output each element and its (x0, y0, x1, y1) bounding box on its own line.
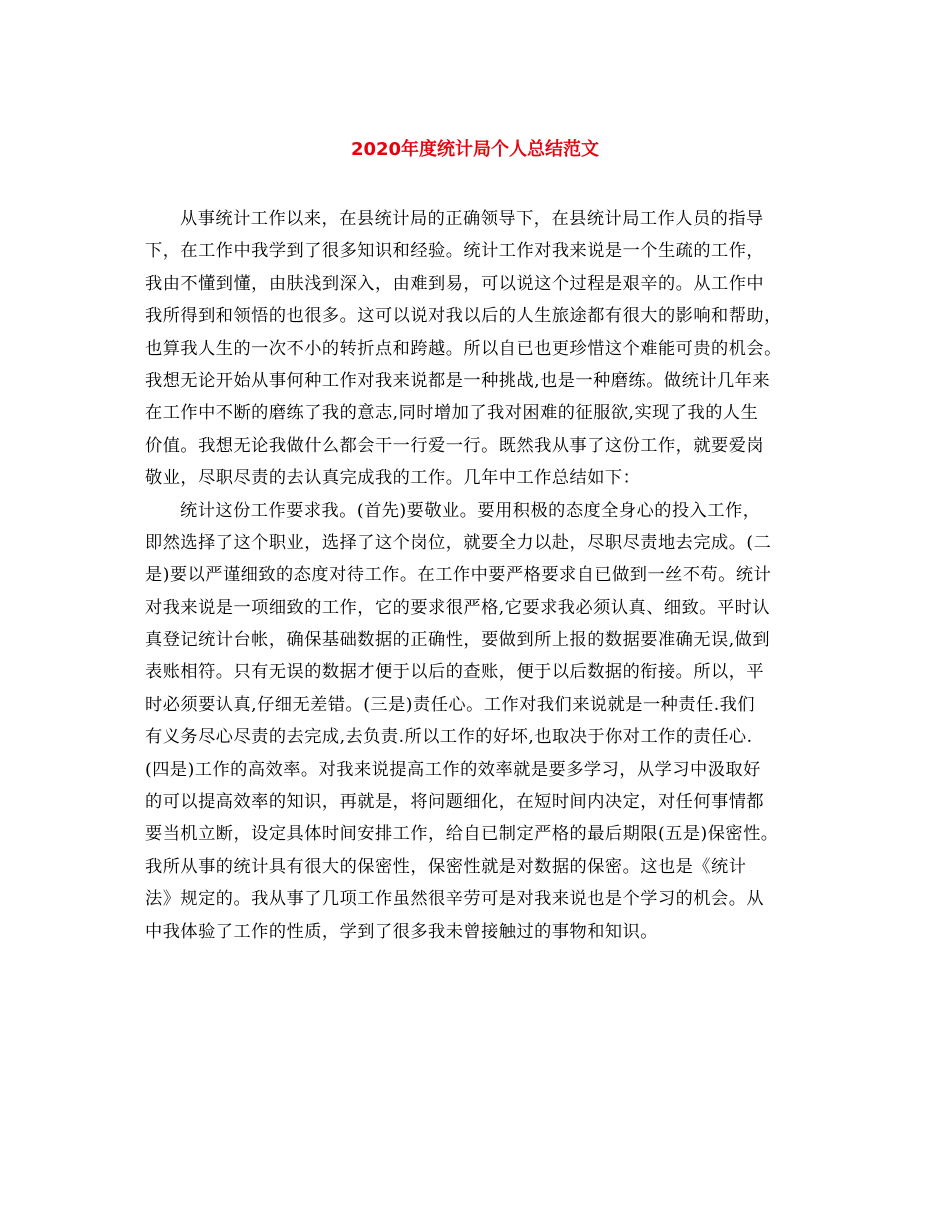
document-title: 2020年度统计局个人总结范文 (350, 139, 600, 160)
body-line: 要当机立断，设定具体时间安排工作，给自已制定严格的最后期限(五是)保密性。 (145, 824, 779, 845)
body-line: 有义务尽心尽责的去完成,去负责.所以工作的好坏,也取决于你对工作的责任心. (145, 727, 753, 748)
body-line: 我想无论开始从事何种工作对我来说都是一种挑战,也是一种磨练。做统计几年来 (145, 370, 771, 391)
body-line: 法》规定的。我从事了几项工作虽然很辛劳可是对我来说也是个学习的机会。从 (145, 889, 765, 910)
body-line: 我由不懂到懂，由肤浅到深入，由难到易，可以说这个过程是艰辛的。从工作中 (145, 273, 765, 294)
body-line: 下，在工作中我学到了很多知识和经验。统计工作对我来说是一个生疏的工作， (145, 241, 765, 262)
body-line: 对我来说是一项细致的工作，它的要求很严格,它要求我必须认真、细致。平时认 (145, 597, 771, 618)
body-line: 在工作中不断的磨练了我的意志,同时增加了我对困难的征服欲,实现了我的人生 (145, 403, 759, 424)
body-line: 敬业，尽职尽责的去认真完成我的工作。几年中工作总结如下： (145, 468, 641, 489)
body-line: 从事统计工作以来，在县统计局的正确领导下，在县统计局工作人员的指导 (180, 209, 764, 229)
body-line: 中我体验了工作的性质，学到了很多我未曾接触过的事物和知识。 (145, 921, 658, 942)
document-body (145, 203, 807, 948)
body-line: 即然选择了这个职业，选择了这个岗位，就要全力以赴，尽职尽责地去完成。(二 (145, 532, 772, 553)
body-line: 也算我人生的一次不小的转折点和跨越。所以自已也更珍惜这个难能可贵的机会。 (145, 338, 782, 359)
body-line: (四是)工作的高效率。对我来说提高工作的效率就是要多学习，从学习中汲取好 (145, 759, 761, 780)
body-line: 表账相符。只有无误的数据才便于以后的查账，便于以后数据的衔接。所以，平 (145, 662, 765, 683)
body-line: 的可以提高效率的知识，再就是，将问题细化，在短时间内决定，对任何事情都 (145, 792, 765, 813)
body-line: 真登记统计台帐，确保基础数据的正确性，要做到所上报的数据要准确无误,做到 (145, 630, 771, 651)
body-line: 我所从事的统计具有很大的保密性，保密性就是对数据的保密。这也是《统计 (145, 856, 747, 877)
body-line: 我所得到和领悟的也很多。这可以说对我以后的人生旅途都有很大的影响和帮助， (145, 306, 782, 327)
body-line: 是)要以严谨细致的态度对待工作。在工作中要严格要求自已做到一丝不苟。统计 (145, 565, 772, 586)
body-line: 统计这份工作要求我。(首先)要敬业。要用积极的态度全身心的投入工作， (180, 500, 761, 521)
body-line: 时必须要认真,仔细无差错。(三是)责任心。工作对我们来说就是一种责任.我们 (145, 694, 756, 715)
body-line: 价值。我想无论我做什么都会干一行爱一行。既然我从事了这份工作，就要爱岗 (145, 435, 765, 456)
